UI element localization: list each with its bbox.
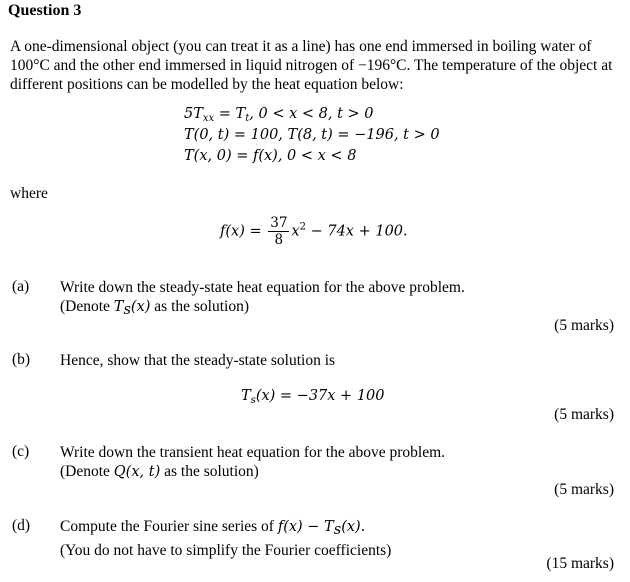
part-b-text: Hence, show that the steady-state solution is xyxy=(60,352,336,369)
f-x: x xyxy=(291,223,300,240)
fraction-denominator: 8 xyxy=(274,232,284,248)
part-d-line1-prefix: Compute the Fourier sine series of xyxy=(60,518,278,535)
part-a-denote-suffix: as the solution) xyxy=(150,298,250,315)
part-d-marks: (15 marks) xyxy=(546,555,614,572)
part-a-label: (a) xyxy=(12,278,30,295)
part-d-label: (d) xyxy=(12,517,31,534)
part-c-denote-suffix: as the solution) xyxy=(160,463,259,480)
part-c-line2 xyxy=(60,462,445,482)
pde-lhs-subscript: xx xyxy=(202,113,215,124)
boundary-conditions xyxy=(184,127,440,143)
part-b-marks: (5 marks) xyxy=(554,406,614,423)
f-exponent: 2 xyxy=(299,221,306,233)
part-a-line1: Write down the steady-state heat equation for the above problem. xyxy=(60,279,465,296)
part-d-ts-arg: (x). xyxy=(341,519,366,535)
question-title: Question 3 xyxy=(8,2,82,19)
pde-rhs-subscript: t xyxy=(245,113,250,124)
part-a-line2 xyxy=(60,297,465,321)
part-d-text xyxy=(60,517,391,560)
part-a-marks: (5 marks) xyxy=(554,317,614,334)
steady-state-ts-subscript: s xyxy=(250,395,256,406)
part-c-line1: Write down the transient heat equation for the above problem. xyxy=(60,444,446,461)
where-label: where xyxy=(10,185,48,202)
part-a-ts-arg: (x) xyxy=(130,299,151,315)
f-rest: − 74x + 100. xyxy=(305,223,408,240)
part-a-text xyxy=(60,278,465,321)
part-a-ts-subscript: s xyxy=(123,302,131,318)
pde-lhs: 5T xyxy=(184,106,203,122)
initial-condition xyxy=(184,148,356,164)
fraction-numerator: 37 xyxy=(270,215,288,231)
part-c-text xyxy=(60,443,445,482)
fraction-37-over-8 xyxy=(268,215,289,248)
part-a-denote-prefix: (Denote xyxy=(60,298,114,315)
part-d-line2: (You do not have to simplify the Fourier coefficients) xyxy=(60,542,392,559)
part-c-marks: (5 marks) xyxy=(554,481,614,498)
problem-statement: A one-dimensional object (you can treat it as a line) has one end immersed in boiling water of 100°C and the other end immersed in liquid nitrogen of −196°C. The temperature of the object at different positions can be modelled by the heat equation below: xyxy=(10,38,613,93)
part-c-label: (c) xyxy=(12,443,30,460)
pde-conditions: , 0 < x < 8, t > 0 xyxy=(249,106,374,122)
part-b-label: (b) xyxy=(12,351,31,368)
initial-condition-text: T(x, 0) = f(x), 0 < x < 8 xyxy=(184,148,357,164)
steady-state-ts: T xyxy=(241,388,251,404)
part-d-function: f(x) − T xyxy=(277,519,334,535)
part-d-ts-subscript: s xyxy=(333,522,342,538)
f-lhs: f(x) = xyxy=(220,223,262,240)
steady-state-rhs: (x) = −37x + 100 xyxy=(255,388,385,404)
heat-equation xyxy=(184,106,374,124)
pde-rhs: = T xyxy=(214,106,246,122)
part-d-line1 xyxy=(60,517,391,541)
boundary-conditions-text: T(0, t) = 100, T(8, t) = −196, t > 0 xyxy=(184,127,440,143)
part-a-ts: T xyxy=(113,299,124,315)
part-c-q: Q(x, t) xyxy=(113,464,161,480)
part-c-denote-prefix: (Denote xyxy=(60,463,114,480)
steady-state-solution xyxy=(241,388,385,406)
f-definition xyxy=(220,215,408,248)
